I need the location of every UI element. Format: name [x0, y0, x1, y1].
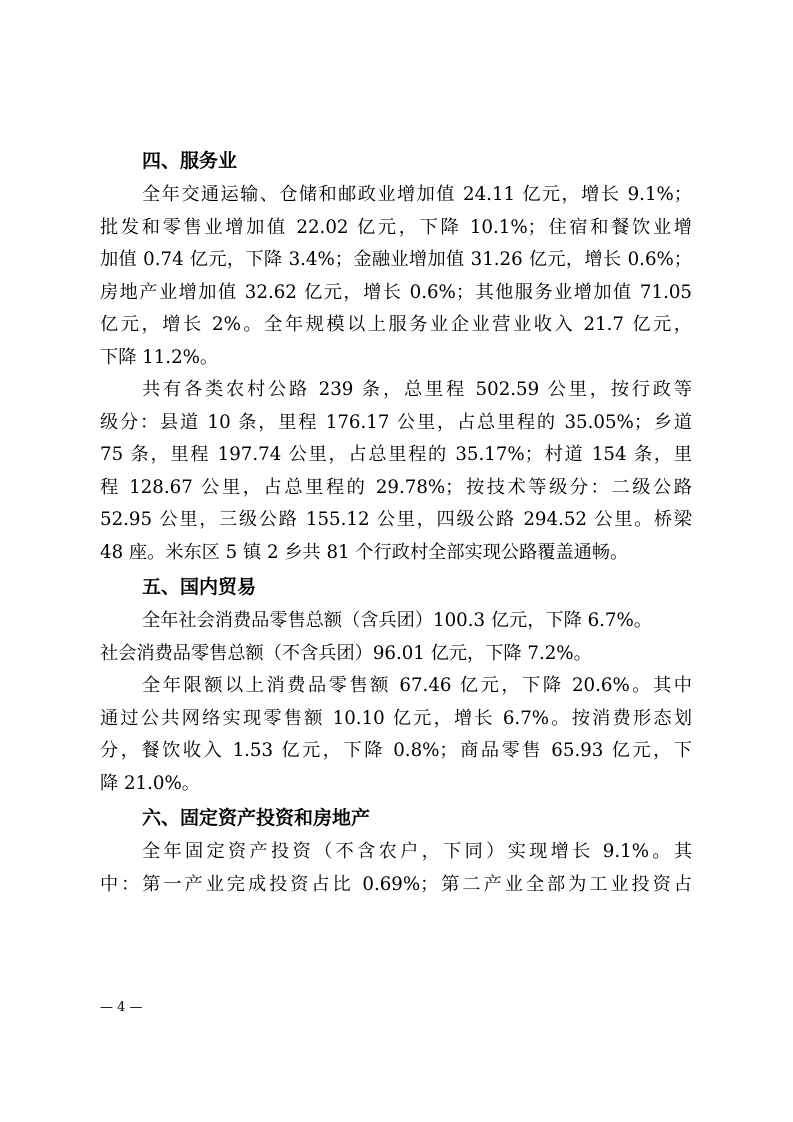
text-line: 48 座。米东区 5 镇 2 乡共 81 个行政村全部实现公路覆盖通畅。 — [100, 541, 629, 563]
text-line: 社会消费品零售总额（不含兵团）96.01 亿元，下降 7.2%。 — [100, 642, 592, 664]
text-line: 批发和零售业增加值 22.02 亿元，下降 10.1%；住宿和餐饮业增 — [100, 216, 692, 238]
paragraph-rural-roads — [100, 374, 692, 569]
text-line: 程 128.67 公里，占总里程的 29.78%；按技术等级分：二级公路 — [100, 476, 692, 498]
paragraph-services-value-added — [100, 179, 692, 374]
paragraph-fixed-asset-investment — [100, 836, 692, 901]
text-line: 加值 0.74 亿元，下降 3.4%；金融业增加值 31.26 亿元，增长 0.6%； — [100, 249, 692, 270]
text-line: 共有各类农村公路 239 条，总里程 502.59 公里，按行政等 — [142, 379, 692, 400]
text-line: 亿元，增长 2%。全年规模以上服务业企业营业收入 21.7 亿元， — [100, 314, 692, 335]
text-line: 级分：县道 10 条，里程 176.17 公里，占总里程的 35.05%；乡道 — [100, 411, 692, 433]
text-line: 52.95 公里，三级公路 155.12 公里，四级公路 294.52 公里。桥梁 — [100, 509, 692, 530]
section-heading-services: 四、服务业 — [142, 150, 238, 172]
text-line: 分，餐饮收入 1.53 亿元，下降 0.8%；商品零售 65.93 亿元，下 — [100, 740, 692, 761]
text-line: 降 21.0%。 — [100, 772, 200, 794]
text-line: 全年交通运输、仓储和邮政业增加值 24.11 亿元，增长 9.1%； — [142, 184, 692, 205]
page-body — [100, 143, 692, 901]
paragraph-retail-sales-above-quota — [100, 670, 692, 800]
page-number: — 4 — — [100, 1000, 143, 1015]
text-line: 中：第一产业完成投资占比 0.69%；第二产业全部为工业投资占 — [100, 873, 692, 895]
paragraph-retail-sales-total — [100, 605, 692, 670]
section-heading-fixed-asset-investment: 六、固定资产投资和房地产 — [142, 807, 371, 829]
text-line: 全年社会消费品零售总额（含兵团）100.3 亿元，下降 6.7%。 — [142, 610, 652, 631]
text-line: 房地产业增加值 32.62 亿元，增长 0.6%；其他服务业增加值 71.05 — [100, 281, 692, 303]
text-line: 下降 11.2%。 — [100, 346, 219, 368]
section-heading-domestic-trade: 五、国内贸易 — [142, 576, 257, 598]
text-line: 通过公共网络实现零售额 10.10 亿元，增长 6.7%。按消费形态划 — [100, 707, 692, 729]
text-line: 全年固定资产投资（不含农户，下同）实现增长 9.1%。其 — [142, 841, 692, 862]
text-line: 75 条，里程 197.74 公里，占总里程的 35.17%；村道 154 条，里 — [100, 444, 692, 465]
text-line: 全年限额以上消费品零售额 67.46 亿元，下降 20.6%。其中 — [142, 675, 692, 696]
